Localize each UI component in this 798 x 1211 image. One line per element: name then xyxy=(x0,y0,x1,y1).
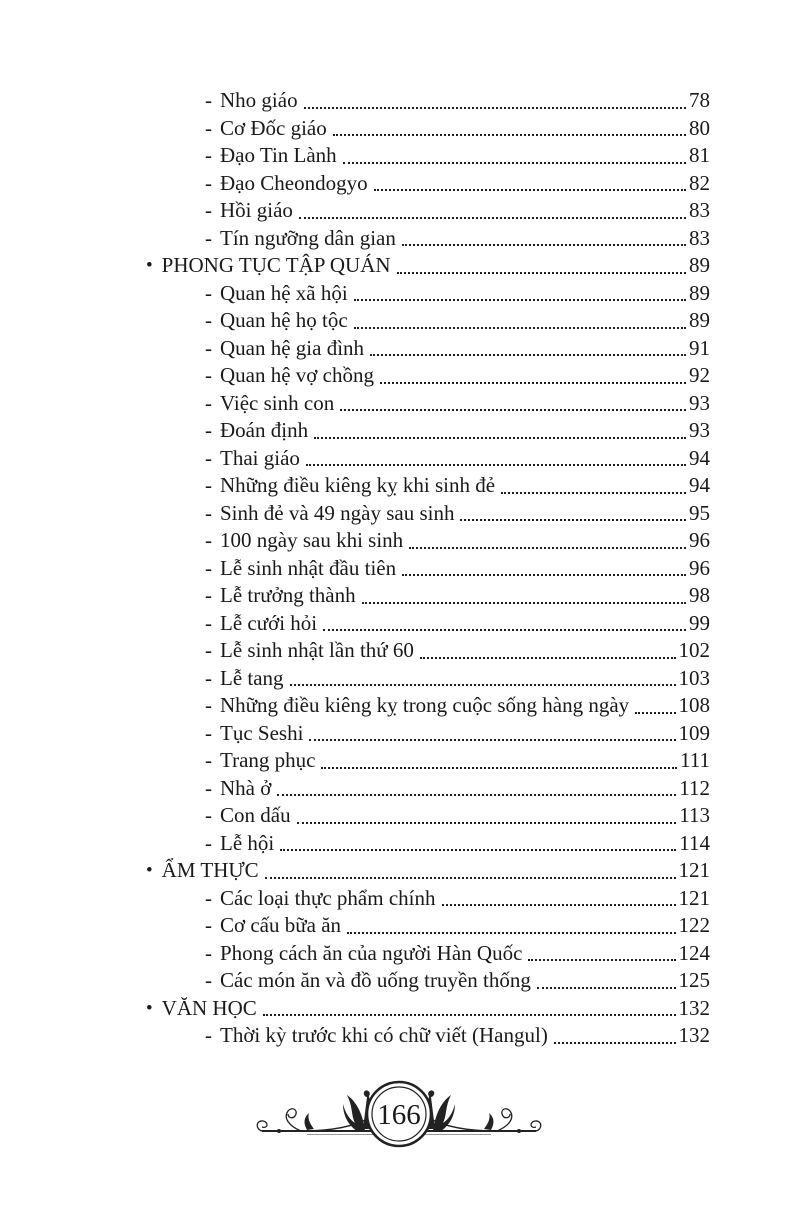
toc-entry-page-number: 89 xyxy=(689,308,710,332)
toc-entry-row xyxy=(0,335,798,363)
dot-leader xyxy=(635,712,675,714)
toc-entry-page-number: 125 xyxy=(678,968,710,992)
toc-entry-row xyxy=(0,885,798,913)
toc-entry-label: Đạo Cheondogyo xyxy=(220,170,368,195)
dash-marker: - xyxy=(205,363,212,387)
toc-entry-page-number: 122 xyxy=(678,913,710,937)
toc-entry-row xyxy=(0,362,798,390)
toc-entry-row xyxy=(0,637,798,665)
toc-section-row xyxy=(0,252,798,280)
toc-entry-row xyxy=(0,527,798,555)
dash-marker: - xyxy=(205,1023,212,1047)
toc-entry-page-number: 109 xyxy=(678,720,710,745)
dot-leader xyxy=(323,629,686,631)
toc-entry-row xyxy=(0,582,798,610)
toc-entry-label: Đạo Tin Lành xyxy=(220,143,337,167)
toc-entry-page-number: 78 xyxy=(689,88,710,112)
dash-marker: - xyxy=(205,500,212,525)
toc-entry-label: Thời kỳ trước khi có chữ viết (Hangul) xyxy=(220,1023,548,1047)
toc-entry-label: Cơ cấu bữa ăn xyxy=(220,913,342,937)
toc-entry-label: Lễ trưởng thành xyxy=(220,583,356,607)
toc-entry-label: Thai giáo xyxy=(220,445,300,470)
toc-entry-page-number: 89 xyxy=(689,280,710,305)
dot-leader xyxy=(528,959,675,961)
dot-leader xyxy=(347,932,675,934)
toc-entry-page-number: 94 xyxy=(689,473,710,497)
toc-entry-row xyxy=(0,472,798,500)
toc-entry-label: Con dấu xyxy=(220,803,291,827)
toc-entry-page-number: 108 xyxy=(678,693,710,717)
toc-entry-page-number: 114 xyxy=(679,830,710,855)
dash-marker: - xyxy=(205,390,212,415)
footer-ornament-graphic xyxy=(253,1074,545,1156)
dot-leader xyxy=(420,657,676,659)
dot-leader xyxy=(402,244,686,246)
toc-entry-row xyxy=(0,170,798,198)
dot-leader xyxy=(304,107,686,109)
dash-marker: - xyxy=(205,88,212,112)
toc-entry-row xyxy=(0,940,798,968)
dot-leader xyxy=(354,327,686,329)
toc-entry-label: Lễ hội xyxy=(220,830,275,855)
dash-marker: - xyxy=(205,308,212,332)
toc-entry-row xyxy=(0,445,798,473)
dash-marker: - xyxy=(205,555,212,580)
toc-entry-label: Đoán định xyxy=(220,418,309,442)
toc-entry-page-number: 103 xyxy=(678,665,710,690)
toc-entry-row xyxy=(0,802,798,830)
toc-entry-row xyxy=(0,665,798,693)
toc-entry-page-number: 113 xyxy=(679,803,710,827)
toc-entry-row xyxy=(0,197,798,225)
dot-leader xyxy=(409,547,686,549)
dash-marker: - xyxy=(205,830,212,855)
toc-entry-page-number: 96 xyxy=(689,555,710,580)
dash-marker: - xyxy=(205,610,212,635)
toc-entry-row xyxy=(0,417,798,445)
dash-marker: - xyxy=(205,720,212,745)
toc-entry-label: Trang phục xyxy=(220,748,316,772)
dash-marker: - xyxy=(205,418,212,442)
toc-section-row xyxy=(0,857,798,885)
toc-entry-page-number: 89 xyxy=(689,253,710,277)
dot-leader xyxy=(263,1014,676,1016)
toc-entry-label: Quan hệ vợ chồng xyxy=(220,363,374,387)
bullet-marker: • xyxy=(146,255,153,276)
dash-marker: - xyxy=(205,940,212,965)
toc-entry-page-number: 95 xyxy=(689,500,710,525)
dot-leader xyxy=(277,794,676,796)
dot-leader xyxy=(362,602,686,604)
toc-entry-page-number: 83 xyxy=(689,198,710,222)
toc-entry-label: Quan hệ họ tộc xyxy=(220,308,348,332)
toc-entry-label: 100 ngày sau khi sinh xyxy=(220,528,404,552)
toc-entry-page-number: 111 xyxy=(680,748,710,772)
toc-entry-label: Những điều kiêng kỵ khi sinh đẻ xyxy=(220,473,496,497)
toc-entry-page-number: 81 xyxy=(689,143,710,167)
dash-marker: - xyxy=(205,528,212,552)
dot-leader xyxy=(501,492,686,494)
dot-leader xyxy=(290,684,676,686)
toc-entry-row xyxy=(0,225,798,253)
dot-leader xyxy=(554,1042,676,1044)
toc-entry-label: Quan hệ gia đình xyxy=(220,335,365,360)
toc-entry-label: Lễ tang xyxy=(220,665,284,690)
dot-leader xyxy=(374,189,686,191)
dash-marker: - xyxy=(205,583,212,607)
dot-leader xyxy=(397,272,686,274)
toc-entry-label: Tín ngưỡng dân gian xyxy=(220,225,396,250)
toc-entry-label: Những điều kiêng kỵ trong cuộc sống hàng ngày xyxy=(220,693,630,717)
toc-entry-label: VĂN HỌC xyxy=(161,995,257,1020)
bullet-marker: • xyxy=(146,997,153,1019)
dot-leader xyxy=(297,822,677,824)
bullet-marker: • xyxy=(146,860,153,881)
dot-leader xyxy=(370,354,686,356)
toc-entry-page-number: 121 xyxy=(678,885,710,910)
dot-leader xyxy=(280,849,676,851)
dash-marker: - xyxy=(205,115,212,140)
toc-entry-label: Sinh đẻ và 49 ngày sau sinh xyxy=(220,500,455,525)
toc-entry-label: Lễ cưới hỏi xyxy=(220,610,318,635)
dash-marker: - xyxy=(205,143,212,167)
dash-marker: - xyxy=(205,885,212,910)
toc-entry-row xyxy=(0,307,798,335)
toc-entry-row xyxy=(0,967,798,995)
dash-marker: - xyxy=(205,445,212,470)
toc-entry-row xyxy=(0,1022,798,1050)
dash-marker: - xyxy=(205,473,212,497)
toc-section-row xyxy=(0,995,798,1023)
toc-entry-page-number: 98 xyxy=(689,583,710,607)
dash-marker: - xyxy=(205,198,212,222)
toc-entry-label: Nhà ở xyxy=(220,775,272,800)
dash-marker: - xyxy=(205,638,212,662)
toc-entry-label: Tục Seshi xyxy=(220,720,304,745)
toc-entry-page-number: 102 xyxy=(678,638,710,662)
dash-marker: - xyxy=(205,968,212,992)
toc-entry-row xyxy=(0,500,798,528)
toc-entry-label: Việc sinh con xyxy=(220,390,335,415)
toc-entry-row xyxy=(0,142,798,170)
toc-entry-label: Lễ sinh nhật đầu tiên xyxy=(220,555,397,580)
toc-entry-page-number: 93 xyxy=(689,418,710,442)
toc-list xyxy=(0,87,798,1050)
toc-entry-page-number: 80 xyxy=(689,115,710,140)
toc-entry-page-number: 91 xyxy=(689,335,710,360)
dot-leader xyxy=(314,437,686,439)
dot-leader xyxy=(265,877,676,879)
dash-marker: - xyxy=(205,335,212,360)
dash-marker: - xyxy=(205,170,212,195)
toc-entry-label: Hồi giáo xyxy=(220,198,293,222)
toc-entry-page-number: 83 xyxy=(689,225,710,250)
toc-entry-row xyxy=(0,115,798,143)
toc-entry-row xyxy=(0,610,798,638)
dash-marker: - xyxy=(205,693,212,717)
dot-leader xyxy=(343,162,686,164)
dash-marker: - xyxy=(205,913,212,937)
dot-leader xyxy=(537,987,676,989)
toc-entry-label: Phong cách ăn của người Hàn Quốc xyxy=(220,940,523,965)
toc-entry-page-number: 99 xyxy=(689,610,710,635)
toc-entry-page-number: 94 xyxy=(689,445,710,470)
dot-leader xyxy=(460,519,686,521)
dot-leader xyxy=(340,409,686,411)
toc-entry-row xyxy=(0,555,798,583)
dash-marker: - xyxy=(205,225,212,250)
toc-entry-page-number: 92 xyxy=(689,363,710,387)
toc-entry-label: ẨM THỰC xyxy=(161,858,259,882)
page-footer xyxy=(253,1074,545,1156)
toc-entry-label: Các món ăn và đồ uống truyền thống xyxy=(220,968,531,992)
toc-entry-row xyxy=(0,280,798,308)
dash-marker: - xyxy=(205,280,212,305)
dot-leader xyxy=(354,299,686,301)
dot-leader xyxy=(321,767,677,769)
toc-entry-label: Lễ sinh nhật lần thứ 60 xyxy=(220,638,414,662)
toc-entry-page-number: 132 xyxy=(678,1023,710,1047)
toc-entry-row xyxy=(0,775,798,803)
dot-leader xyxy=(380,382,686,384)
toc-entry-row xyxy=(0,720,798,748)
toc-entry-page-number: 124 xyxy=(678,940,710,965)
toc-entry-label: Nho giáo xyxy=(220,88,298,112)
toc-entry-page-number: 96 xyxy=(689,528,710,552)
footer-page-number: 166 xyxy=(377,1099,421,1131)
dash-marker: - xyxy=(205,775,212,800)
toc-entry-row xyxy=(0,747,798,775)
toc-entry-page-number: 121 xyxy=(678,858,710,882)
toc-entry-page-number: 93 xyxy=(689,390,710,415)
toc-entry-row xyxy=(0,830,798,858)
dot-leader xyxy=(333,134,686,136)
dot-leader xyxy=(306,464,686,466)
toc-entry-page-number: 112 xyxy=(679,775,710,800)
dot-leader xyxy=(299,217,686,219)
dash-marker: - xyxy=(205,803,212,827)
toc-entry-page-number: 82 xyxy=(689,170,710,195)
dot-leader xyxy=(309,739,675,741)
toc-entry-row xyxy=(0,87,798,115)
toc-entry-label: PHONG TỤC TẬP QUÁN xyxy=(161,253,391,277)
toc-entry-row xyxy=(0,692,798,720)
toc-entry-row xyxy=(0,390,798,418)
dash-marker: - xyxy=(205,748,212,772)
dash-marker: - xyxy=(205,665,212,690)
dot-leader xyxy=(442,904,676,906)
toc-entry-label: Cơ Đốc giáo xyxy=(220,115,327,140)
toc-entry-page-number: 132 xyxy=(678,995,710,1020)
toc-entry-label: Quan hệ xã hội xyxy=(220,280,348,305)
dot-leader xyxy=(402,574,686,576)
toc-entry-row xyxy=(0,912,798,940)
toc-entry-label: Các loại thực phẩm chính xyxy=(220,885,436,910)
